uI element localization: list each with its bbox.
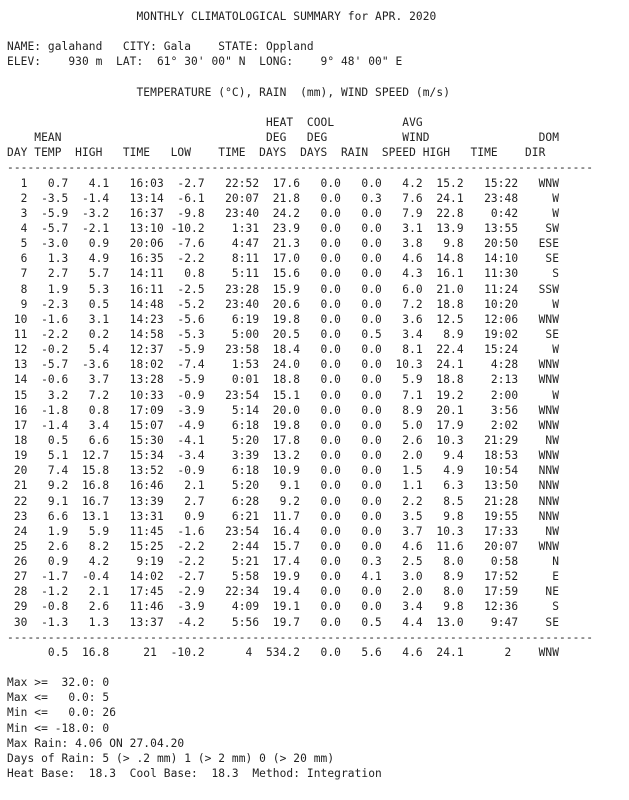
table-row: 8 1.9 5.3 16:11 -2.5 23:28 15.9 0.0 0.0 6.0 21.0 11:24 SSW xyxy=(7,282,560,296)
separator-line: -------------------------------------------------------------------------------------- xyxy=(7,630,594,644)
days-of-rain-line: Days of Rain: 5 (> .2 mm) 1 (> 2 mm) 0 (> 20 mm) xyxy=(7,751,335,765)
report-title: MONTHLY CLIMATOLOGICAL SUMMARY for APR. 2020 xyxy=(7,10,437,23)
blank-line xyxy=(7,660,593,675)
table-row: 30 -1.3 1.3 13:37 -4.2 5:56 19.7 0.0 0.5 4.4 13.0 9:47 SE xyxy=(7,615,560,629)
table-row: 15 3.2 7.2 10:33 -0.9 23:54 15.1 0.0 0.0 7.1 19.2 2:00 W xyxy=(7,388,560,402)
summary-line: Min <= -18.0: 0 xyxy=(7,721,110,735)
table-row: 10 -1.6 3.1 14:23 -5.6 6:19 19.8 0.0 0.0 3.6 12.5 12:06 WNW xyxy=(7,312,560,326)
table-row: 24 1.9 5.9 11:45 -1.6 23:54 16.4 0.0 0.0 3.7 10.3 17:33 NW xyxy=(7,524,560,538)
station-name-line: NAME: galahand CITY: Gala STATE: Oppland xyxy=(7,40,314,54)
totals-row: 0.5 16.8 21 -10.2 4 534.2 0.0 5.6 4.6 24.1 2 WNW xyxy=(7,645,560,659)
table-row: 28 -1.2 2.1 17:45 -2.9 22:34 19.4 0.0 0.0 2.0 8.0 17:59 NE xyxy=(7,585,560,599)
summary-line: Min <= 0.0: 26 xyxy=(7,706,117,720)
table-row: 20 7.4 15.8 13:52 -0.9 6:18 10.9 0.0 0.0 1.5 4.9 10:54 NNW xyxy=(7,464,560,478)
heat-base-line: Heat Base: 18.3 Cool Base: 18.3 Method: Integration xyxy=(7,767,382,781)
header-line-1: HEAT COOL AVG xyxy=(7,115,423,129)
table-row: 17 -1.4 3.4 15:07 -4.9 6:18 19.8 0.0 0.0 5.0 17.9 2:02 WNW xyxy=(7,418,560,432)
table-row: 25 2.6 8.2 15:25 -2.2 2:44 15.7 0.0 0.0 4.6 11.6 20:07 WNW xyxy=(7,539,560,553)
table-row: 5 -3.0 0.9 20:06 -7.6 4:47 21.3 0.0 0.0 3.8 9.8 20:50 ESE xyxy=(7,237,560,251)
table-row: 19 5.1 12.7 15:34 -3.4 3:39 13.2 0.0 0.0 2.0 9.4 18:53 WNW xyxy=(7,449,560,463)
blank-line xyxy=(7,24,593,39)
table-row: 7 2.7 5.7 14:11 0.8 5:11 15.6 0.0 0.0 4.3 16.1 11:30 S xyxy=(7,267,560,281)
table-row: 11 -2.2 0.2 14:58 -5.3 5:00 20.5 0.0 0.5 3.4 8.9 19:02 SE xyxy=(7,327,560,341)
table-row: 16 -1.8 0.8 17:09 -3.9 5:14 20.0 0.0 0.0 8.9 20.1 3:56 WNW xyxy=(7,403,560,417)
table-row: 18 0.5 6.6 15:30 -4.1 5:20 17.8 0.0 0.0 2.6 10.3 21:29 NW xyxy=(7,433,560,447)
summary-line: Max >= 32.0: 0 xyxy=(7,676,110,690)
table-row: 13 -5.7 -3.6 18:02 -7.4 1:53 24.0 0.0 0.0 10.3 24.1 4:28 WNW xyxy=(7,358,560,372)
max-rain-line: Max Rain: 4.06 ON 27.04.20 xyxy=(7,736,185,750)
summary-line: Max <= 0.0: 5 xyxy=(7,691,110,705)
blank-line xyxy=(7,100,593,115)
header-line-2: MEAN DEG DEG WIND DOM xyxy=(7,131,560,145)
table-row: 22 9.1 16.7 13:39 2.7 6:28 9.2 0.0 0.0 2.2 8.5 21:28 NNW xyxy=(7,494,560,508)
table-row: 14 -0.6 3.7 13:28 -5.9 0:01 18.8 0.0 0.0 5.9 18.8 2:13 WNW xyxy=(7,373,560,387)
station-location-line: ELEV: 930 m LAT: 61° 30' 00" N LONG: 9° 48' 00" E xyxy=(7,55,403,69)
table-row: 21 9.2 16.8 16:46 2.1 5:20 9.1 0.0 0.0 1.1 6.3 13:50 NNW xyxy=(7,479,560,493)
table-row: 9 -2.3 0.5 14:48 -5.2 23:40 20.6 0.0 0.0 7.2 18.8 10:20 W xyxy=(7,297,560,311)
table-row: 1 0.7 4.1 16:03 -2.7 22:52 17.6 0.0 0.0 4.2 15.2 15:22 WNW xyxy=(7,176,560,190)
units-heading: TEMPERATURE (°C), RAIN (mm), WIND SPEED (m/s) xyxy=(7,85,451,99)
table-row: 6 1.3 4.9 16:35 -2.2 8:11 17.0 0.0 0.0 4.6 14.8 14:10 SE xyxy=(7,252,560,266)
table-row: 23 6.6 13.1 13:31 0.9 6:21 11.7 0.0 0.0 3.5 9.8 19:55 NNW xyxy=(7,509,560,523)
table-row: 2 -3.5 -1.4 13:14 -6.1 20:07 21.8 0.0 0.3 7.6 24.1 23:48 W xyxy=(7,191,560,205)
table-row: 3 -5.9 -3.2 16:37 -9.8 23:40 24.2 0.0 0.0 7.9 22.8 0:42 W xyxy=(7,206,560,220)
table-row: 4 -5.7 -2.1 13:10 -10.2 1:31 23.9 0.0 0.0 3.1 13.9 13:55 SW xyxy=(7,221,560,235)
table-row: 26 0.9 4.2 9:19 -2.2 5:21 17.4 0.0 0.3 2.5 8.0 0:58 N xyxy=(7,555,560,569)
separator-line: -------------------------------------------------------------------------------------- xyxy=(7,161,594,175)
table-row: 29 -0.8 2.6 11:46 -3.9 4:09 19.1 0.0 0.0 3.4 9.8 12:36 S xyxy=(7,600,560,614)
table-row: 27 -1.7 -0.4 14:02 -2.7 5:58 19.9 0.0 4.1 3.0 8.9 17:52 E xyxy=(7,570,560,584)
header-line-3: DAY TEMP HIGH TIME LOW TIME DAYS DAYS RAIN SPEED HIGH TIME DIR xyxy=(7,146,546,160)
table-row: 12 -0.2 5.4 12:37 -5.9 23:58 18.4 0.0 0.0 8.1 22.4 15:24 W xyxy=(7,343,560,357)
climate-report xyxy=(7,9,593,781)
blank-line xyxy=(7,70,593,85)
